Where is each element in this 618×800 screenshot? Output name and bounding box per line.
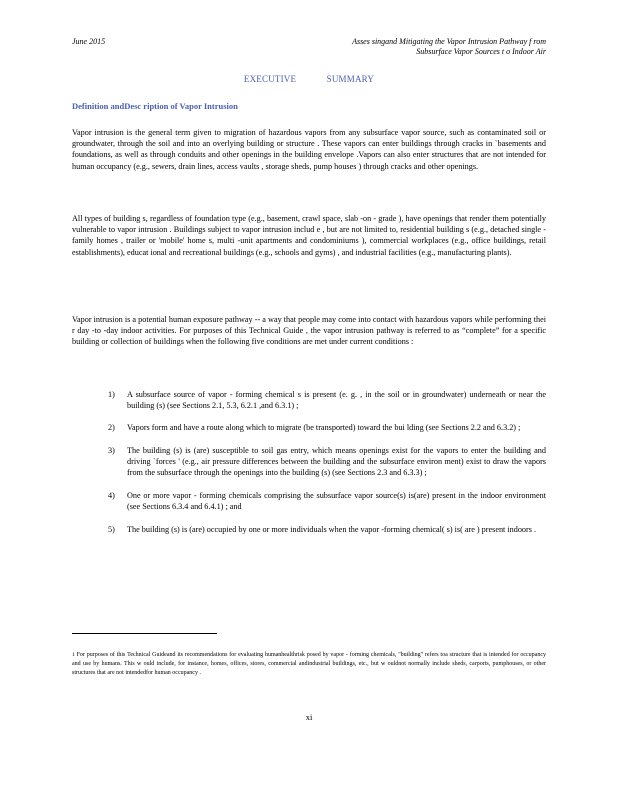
page-title-part-1: EXECUTIVE [243,74,297,84]
page-number: xi [305,712,313,722]
paragraph-complete-pathway: Vapor intrusion is a potential human exposure pathway -- a way that people may come into contact with hazardous vapors while performing thei r day -to -day indoor activities. For purposes of this Technical Guide , the vapor intrusion pathway is referred to as “complete” for a specific building or collection of buildings when the following five conditions are met under current conditions : [72,315,546,347]
condition-number: 3) [108,445,115,455]
condition-item [108,422,546,433]
footnote-marker: 1 [72,652,75,658]
condition-item [108,389,546,411]
condition-number: 2) [108,423,115,433]
footnote [72,651,546,677]
footnote-divider [72,633,217,634]
paragraph-vapor-intrusion-definition: Vapor intrusion is the general term given to migration of hazardous vapors from any subsurface vapor source, such as contaminated soil or groundwater, through the soil and into an overlying building or structure . These vapors can enter buildings through cracks in `basements and foundations, as well as through conduits and other openings in the building envelope .Vapors can also enter structures that are not intended for human occupancy (e.g., sewers, drain lines, access vaults , storage sheds, pump houses ) through cracks and other openings. [72,128,546,171]
header-document-title [296,37,546,57]
condition-item [108,490,546,512]
condition-number: 5) [108,524,115,534]
condition-text: Vapors form and have a route along which to migrate (be transported) toward the bui lding (see Sections 2.2 and 6.3.2) ; [127,423,521,433]
condition-text: A subsurface source of vapor - forming chemical s is present (e. g. , in the soil or in groundwater) underneath or near the building (s) (see Sections 2.1, 5.3, 6.2.1 ,and 6.3.1) ; [127,390,546,411]
condition-text: The building (s) is (are) susceptible to soil gas entry, which means openings exist for the vapors to enter the building and driving `forces ' (e.g., air pressure differences between the building and the subsurface environ ment) exist to draw the vapors from the subsurface through the openings into the building (s) (see Sections 2.3 and 6.3.3) ; [127,445,546,478]
condition-item [108,524,546,535]
paragraph-building-types: All types of building s, regardless of foundation type (e.g., basement, crawl space, slab -on - grade ), have openings that render them potentially vulnerable to vapor intrusion . Buildings subject to vapor intrusion includ e , but are not limited to, residential building s (e.g., detached single -family homes , trailer or 'mobile' home s, multi -unit apartments and condominiums ), commercial workplaces (e.g., office buildings, retail establishments), educat ional and recreational buildings (e.g., schools and gyms) , and industrial facilities (e.g., manufacturing plants). [72,214,546,257]
section-heading: Definition andDesc ription of Vapor Intrusion [72,101,238,111]
condition-number: 1) [108,390,115,399]
condition-number: 4) [108,491,115,501]
condition-item [108,445,546,479]
header-title-line-2: Subsurface Vapor Sources t o Indoor Air [416,47,546,56]
page-title-part-2: SUMMARY [326,74,375,84]
condition-text: The building (s) is (are) occupied by one or more individuals when the vapor -forming chemical( s) is( are ) present indoors . [127,524,537,534]
header-date: June 2015 [72,37,106,46]
footnote-text: For purposes of this Technical Guideand its recommendations for evaluating humanhealthrisk posed by vapor - forming chemicals, "building" refers toa structure that is intended for occupancy and use by humans. This w ould include, for instance, homes, offices, stores, commercial andindustrial buildings, etc., but w ouldnot normally include sheds, carports, pumphouses, or other structures that are not intendedfor human occupancy . [72,652,546,676]
header-title-line-1: Asses singand Mitigating the Vapor Intrusion Pathway f rom [352,37,546,46]
conditions-list [108,389,546,546]
condition-text: One or more vapor - forming chemicals comprising the subsurface vapor source(s) is(are) present in the indoor environment (see Sections 6.3.4 and 6.4.1) ; and [127,491,546,512]
page-title [0,74,618,84]
